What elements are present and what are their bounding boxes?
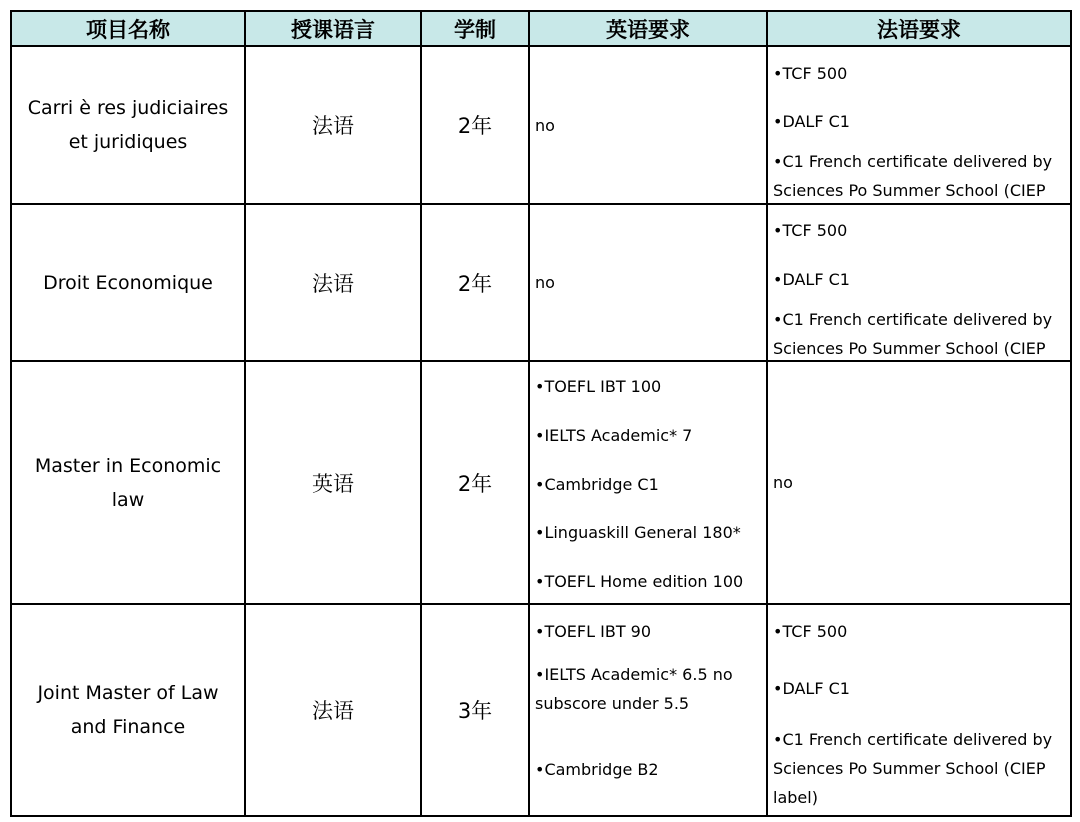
table-row [11, 204, 1071, 361]
requirement-item: •DALF C1 [773, 270, 850, 289]
duration: 2年 [421, 361, 529, 604]
header-duration: 学制 [421, 11, 529, 46]
requirement-item: •TCF 500 [773, 64, 848, 83]
header-french-requirement: 法语要求 [767, 11, 1071, 46]
teaching-language: 法语 [245, 204, 421, 361]
header-teaching-language: 授课语言 [245, 11, 421, 46]
program-name-line: Carri è res judiciaires [27, 97, 229, 119]
program-name-line: et juridiques [68, 131, 188, 153]
requirement-item: •C1 French certificate delivered by [773, 310, 1053, 329]
requirement-item: Sciences Po Summer School (CIEP [773, 759, 1046, 778]
french-requirement [767, 204, 1071, 361]
requirement-item: label) [773, 788, 818, 807]
requirement-item: •IELTS Academic* 7 [535, 426, 693, 445]
table-row [11, 46, 1071, 204]
requirement-item: •IELTS Academic* 6.5 no [535, 665, 733, 684]
programs-table [10, 10, 1072, 817]
duration: 3年 [421, 604, 529, 816]
program-name-line: Master in Economic [34, 454, 222, 477]
requirement-item: •Cambridge C1 [535, 475, 659, 494]
requirement-item: •C1 French certificate delivered by [773, 730, 1053, 749]
requirement-item: •TCF 500 [773, 221, 848, 240]
teaching-language: 法语 [245, 46, 421, 204]
french-requirement [767, 604, 1071, 816]
requirement-item: •DALF C1 [773, 112, 850, 131]
english-requirement [529, 361, 767, 604]
header-english-requirement: 英语要求 [529, 11, 767, 46]
program-name [11, 361, 245, 604]
requirement-item: •C1 French certificate delivered by [773, 152, 1053, 171]
requirement-item: Sciences Po Summer School (CIEP [773, 181, 1046, 200]
table-row [11, 604, 1071, 816]
english-requirement [529, 604, 767, 816]
table-row [11, 361, 1071, 604]
requirement-item: •Linguaskill General 180* [535, 523, 741, 542]
teaching-language: 法语 [245, 604, 421, 816]
program-name-line: law [111, 488, 145, 511]
requirement-item: •TOEFL IBT 100 [535, 377, 662, 396]
program-name-line: Joint Master of Law [37, 682, 219, 704]
program-name [11, 204, 245, 361]
duration: 2年 [421, 46, 529, 204]
program-name-line: and Finance [70, 716, 186, 738]
header-program-name: 项目名称 [11, 11, 245, 46]
duration: 2年 [421, 204, 529, 361]
requirement-item: •Cambridge B2 [535, 760, 659, 779]
french-requirement: no [767, 361, 1071, 604]
french-requirement [767, 46, 1071, 204]
requirement-item: •TOEFL IBT 90 [535, 622, 652, 641]
requirement-item: subscore under 5.5 [535, 694, 690, 713]
program-name [11, 46, 245, 204]
english-requirement: no [529, 46, 767, 204]
requirement-item: •DALF C1 [773, 679, 850, 698]
program-name-line: Droit Economique [43, 271, 213, 294]
requirement-item: •TOEFL Home edition 100 [535, 572, 744, 591]
requirement-item: Sciences Po Summer School (CIEP [773, 339, 1046, 358]
english-requirement: no [529, 204, 767, 361]
teaching-language: 英语 [245, 361, 421, 604]
program-name [11, 604, 245, 816]
requirement-item: •TCF 500 [773, 622, 848, 641]
header-row [11, 11, 1071, 46]
